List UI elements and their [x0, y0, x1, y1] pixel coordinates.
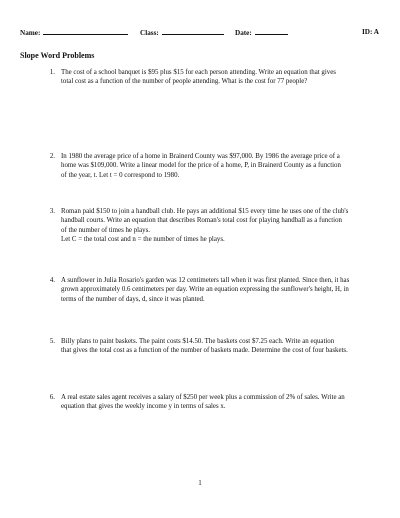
- problem-number: 5.: [49, 338, 55, 345]
- problem-line: A sunflower in Julia Rosario's garden was 12 centimeters tall when it was first planted. Since then, it has: [61, 277, 350, 284]
- problem-text: [61, 276, 380, 304]
- class-field: [140, 26, 224, 39]
- problem-text: [61, 393, 380, 412]
- page-number: 1: [198, 479, 202, 487]
- problem-number: 2.: [49, 153, 55, 160]
- problem-number: 4.: [49, 277, 55, 284]
- problem-line: In 1980 the average price of a home in Brainerd County was $97,000. By 1986 the average price of a: [61, 153, 340, 160]
- problem-line: The cost of a school banquet is $95 plus $15 for each person attending. Write an equation that gives: [61, 69, 336, 76]
- id-field: [362, 26, 379, 38]
- problem-line: Let C = the total cost and n = the number of times he plays.: [61, 236, 225, 244]
- worksheet-title: Slope Word Problems: [20, 51, 95, 60]
- name-label: Name:: [20, 29, 41, 37]
- problem-line: grown approximately 0.6 centimeters per day. Write an equation expressing the sunflower's height, H, in: [61, 286, 349, 294]
- problem-line: total cost as a function of the number of people attending. What is the cost for 77 people?: [61, 78, 308, 86]
- problem-line: of the number of times he plays.: [61, 226, 150, 234]
- problem-line: terms of the number of days, d, since it was planted.: [61, 295, 205, 303]
- problem-number: 6.: [49, 394, 55, 401]
- date-label: Date:: [235, 29, 252, 37]
- worksheet-header: [20, 26, 380, 38]
- problem-line: that gives the total cost as a function of the number of baskets made. Determine the cost of four baskets.: [61, 347, 348, 355]
- problem-line: Roman paid $150 to join a handball club. He pays an additional $15 every time he uses one of the club's: [61, 208, 349, 215]
- class-blank-line: [162, 26, 224, 35]
- problem-line: equation that gives the weekly income y in terms of sales x.: [61, 403, 226, 411]
- class-label: Class:: [140, 29, 159, 37]
- problem-number: 3.: [49, 208, 55, 215]
- id-label: ID: A: [362, 28, 379, 36]
- problem-line: home was $109,000. Write a linear model for the price of a home, P, in Brainerd County as a function: [61, 162, 341, 170]
- problem-number: 1.: [49, 69, 55, 76]
- name-blank-line: [43, 26, 128, 35]
- problem-line: handball courts. Write an equation that describes Roman's total cost for playing handball as a function: [61, 217, 342, 225]
- problem-line: A real estate sales agent receives a salary of $250 per week plus a commission of 2% of sales. Write an: [61, 394, 345, 401]
- problem-text: [61, 207, 380, 245]
- problem-line: Billy plans to paint baskets. The paint costs $14.50. The baskets cost $7.25 each. Write an equation: [61, 338, 335, 345]
- name-field: [20, 26, 128, 39]
- date-blank-line: [255, 26, 288, 35]
- problem-text: [61, 337, 380, 356]
- problem-line: of the year, t. Let t = 0 correspond to 1980.: [61, 171, 180, 179]
- date-field: [235, 26, 288, 39]
- problem-text: [61, 152, 380, 180]
- problem-text: [61, 68, 380, 87]
